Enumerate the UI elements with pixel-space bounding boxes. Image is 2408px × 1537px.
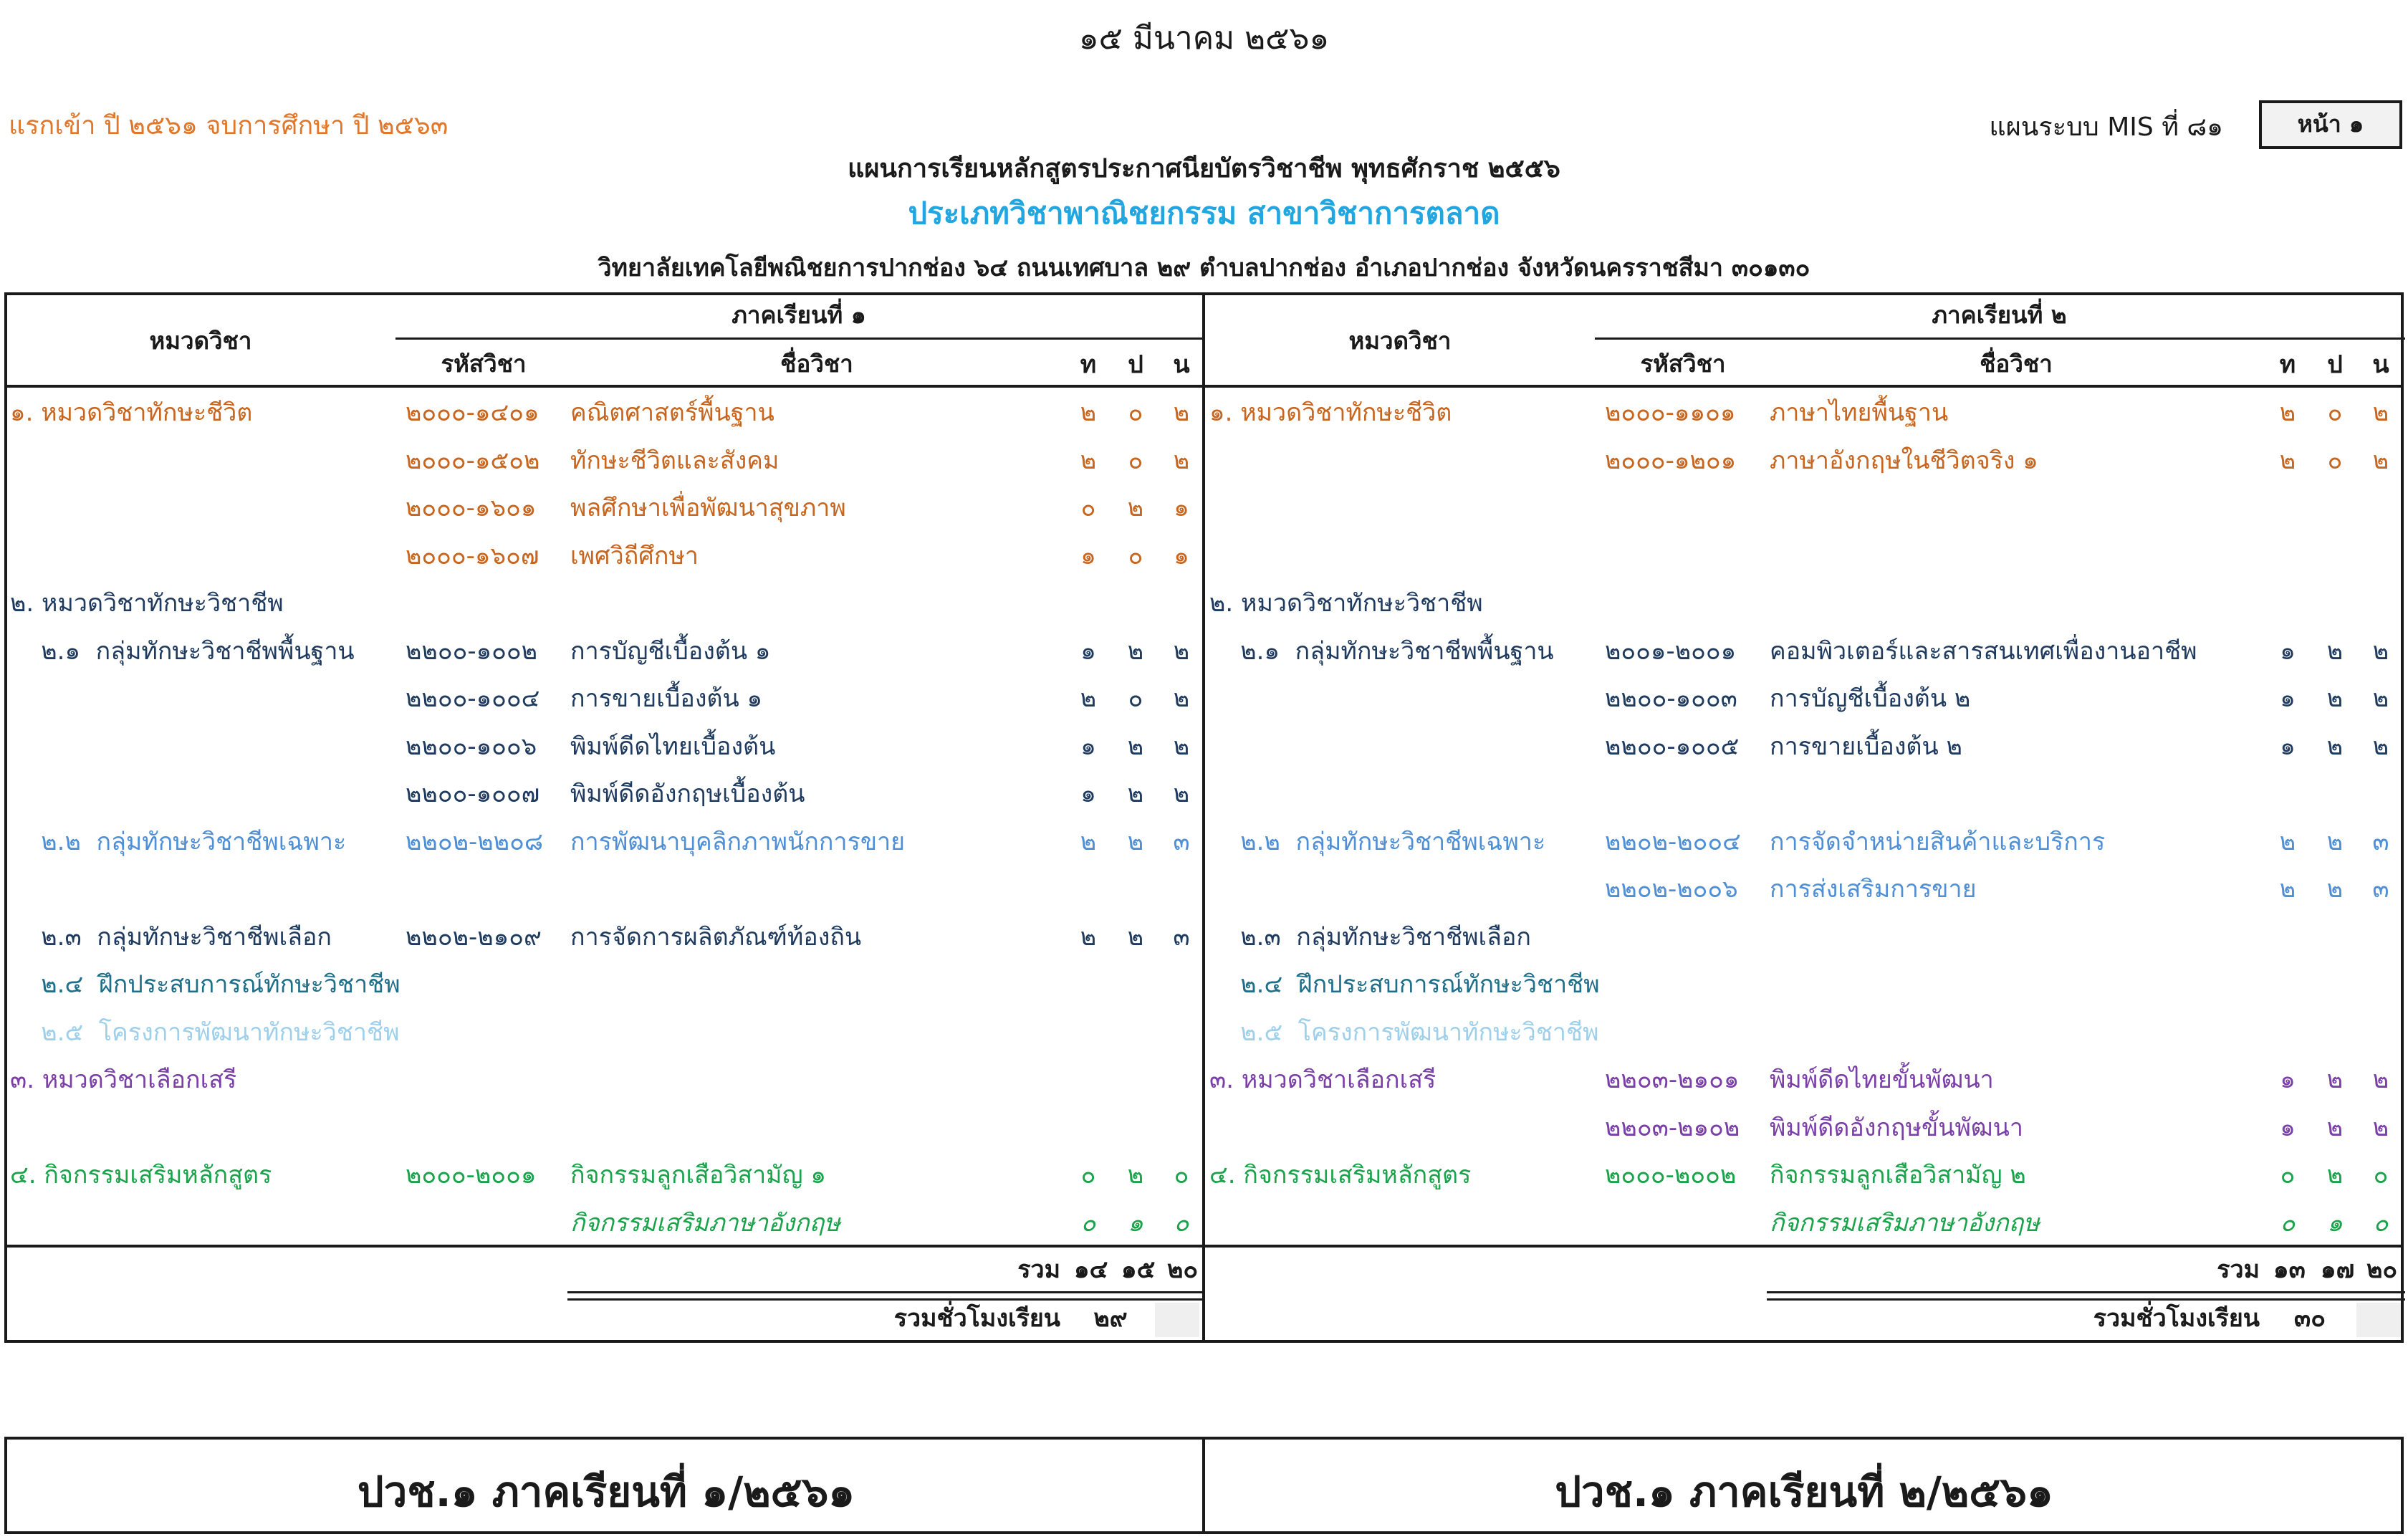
term1-practice-hours: ๒ xyxy=(1127,494,1144,522)
term2-course-name: ภาษาอังกฤษในชีวิตจริง ๑ xyxy=(1770,446,2038,475)
term2-practice-hours: ๒ xyxy=(2326,732,2344,761)
term1-hours-value: ๒๙ xyxy=(1093,1304,1128,1333)
term1-credits: ๑ xyxy=(1174,542,1189,570)
term2-practice-hours: ๒ xyxy=(2326,1161,2344,1189)
term1-course-name: การบัญชีเบื้องต้น ๑ xyxy=(570,637,771,666)
term1-theory-hours: ๒ xyxy=(1080,398,1097,427)
program-subtitle: ประเภทวิชาพาณิชยกรรม สาขาวิชาการตลาด xyxy=(908,196,1500,231)
term1-total-theory: ๑๔ xyxy=(1074,1255,1108,1284)
term2-theory-header: ท xyxy=(2279,350,2296,379)
term2-code-header: รหัสวิชา xyxy=(1640,350,1726,378)
term2-course-code: ๒๐๐๑-๒๐๐๑ xyxy=(1605,637,1737,666)
term1-course-name: การจัดการผลิตภัณฑ์ท้องถิน xyxy=(570,923,862,952)
term2-credits: ๒ xyxy=(2372,732,2389,761)
term1-theory-hours: ๐ xyxy=(1080,1209,1096,1237)
term1-category: ๒. หมวดวิชาทักษะวิชาชีพ xyxy=(10,589,284,618)
term1-credits: ๐ xyxy=(1174,1161,1189,1189)
term2-credits: ๒ xyxy=(2372,446,2389,475)
term1-practice-hours: ๒ xyxy=(1127,732,1144,761)
term2-course-name: กิจกรรมลูกเสือวิสามัญ ๒ xyxy=(1770,1161,2026,1189)
term1-practice-header: ป xyxy=(1128,350,1143,379)
term1-practice-hours: ๒ xyxy=(1127,780,1144,808)
term1-credits: ๒ xyxy=(1173,637,1190,666)
term1-practice-hours: ๐ xyxy=(1128,398,1143,427)
term2-credits: ๒ xyxy=(2372,1114,2389,1142)
term1-theory-hours: ๒ xyxy=(1080,828,1097,856)
term2-theory-hours: ๑ xyxy=(2280,1114,2296,1142)
term2-theory-hours: ๑ xyxy=(2280,1066,2296,1094)
term1-total-label: รวม xyxy=(1017,1255,1060,1284)
term1-theory-hours: ๑ xyxy=(1080,732,1096,761)
term2-theory-hours: ๑ xyxy=(2280,637,2296,666)
term2-practice-hours: ๒ xyxy=(2326,637,2344,666)
intake-year: แรกเข้า ปี ๒๕๖๑ จบการศึกษา ปี ๒๕๖๓ xyxy=(9,111,448,140)
term2-course-code: ๒๒๐๒-๒๐๐๖ xyxy=(1605,875,1738,904)
term2-practice-hours: ๒ xyxy=(2326,875,2344,904)
term1-category: ๒.๓ กลุ่มทักษะวิชาชีพเลือก xyxy=(10,923,332,952)
term1-course-code: ๒๒๐๐-๑๐๐๒ xyxy=(406,637,538,666)
term1-course-name: เพศวิถีศึกษา xyxy=(570,542,699,570)
term2-course-code: ๒๒๐๓-๒๑๐๒ xyxy=(1605,1114,1740,1142)
term1-course-code: ๒๒๐๐-๑๐๐๗ xyxy=(406,780,540,808)
term2-theory-hours: ๑ xyxy=(2280,684,2296,713)
term2-course-code: ๒๐๐๐-๒๐๐๒ xyxy=(1605,1161,1737,1189)
term2-name-header: ชื่อวิชา xyxy=(1980,350,2053,378)
term1-theory-hours: ๐ xyxy=(1080,1161,1096,1189)
term1-course-code: ๒๒๐๒-๒๑๐๙ xyxy=(406,923,542,952)
term2-total-practice: ๑๗ xyxy=(2321,1255,2355,1284)
term1-header-rule xyxy=(395,337,1204,340)
college-address: วิทยาลัยเทคโลยีพณิชยการปากช่อง ๖๔ ถนนเทศบาล ๒๙ ตำบลปากช่อง อำเภอปากช่อง จังหวัดนครราชสีมา ๓๐๑๓๐ xyxy=(598,254,1810,282)
term1-code-header: รหัสวิชา xyxy=(441,350,527,378)
term2-credits: ๓ xyxy=(2372,875,2389,904)
term1-credit-header: น xyxy=(1173,350,1190,379)
term1-course-name: กิจกรรมลูกเสือวิสามัญ ๑ xyxy=(570,1161,826,1189)
term1-category-header: หมวดวิชา xyxy=(149,327,252,355)
term1-course-name: พิมพ์ดีดไทยเบื้องต้น xyxy=(570,732,776,761)
plan-title: แผนการเรียนหลักสูตรประกาศนียบัตรวิชาชีพ พุทธศักราช ๒๕๕๖ xyxy=(848,154,1560,183)
term1-practice-hours: ๐ xyxy=(1128,446,1143,475)
term2-total-theory: ๑๓ xyxy=(2273,1255,2306,1284)
term2-course-code: ๒๐๐๐-๑๑๐๑ xyxy=(1605,398,1736,427)
term2-course-code: ๒๒๐๒-๒๐๐๔ xyxy=(1605,828,1741,856)
term1-course-name: ทักษะชีวิตและสังคม xyxy=(570,446,780,475)
term1-course-code: ๒๐๐๐-๑๔๐๑ xyxy=(406,398,539,427)
term2-course-name: พิมพ์ดีดไทยขั้นพัฒนา xyxy=(1770,1066,1994,1094)
term2-credits: ๐ xyxy=(2373,1161,2389,1189)
term1-course-name: การพัฒนาบุคลิกภาพนักการขาย xyxy=(570,828,906,856)
term2-course-name: ภาษาไทยพื้นฐาน xyxy=(1770,398,1949,427)
term2-credits: ๐ xyxy=(2373,1209,2389,1237)
term1-category: ๒.๕ โครงการพัฒนาทักษะวิชาชีพ xyxy=(10,1018,400,1047)
term1-practice-hours: ๒ xyxy=(1127,923,1144,952)
term1-category: ๑. หมวดวิชาทักษะชีวิต xyxy=(10,398,253,427)
term1-course-code: ๒๐๐๐-๒๐๐๑ xyxy=(406,1161,537,1189)
term1-course-name: คณิตศาสตร์พื้นฐาน xyxy=(570,398,774,427)
term1-header: ภาคเรียนที่ ๑ xyxy=(731,301,866,329)
term2-practice-header: ป xyxy=(2327,350,2343,379)
term1-hours-cell xyxy=(1155,1303,1199,1337)
term2-credits: ๓ xyxy=(2372,828,2389,856)
term2-header: ภาคเรียนที่ ๒ xyxy=(1932,301,2067,329)
term1-theory-hours: ๑ xyxy=(1080,780,1096,808)
term2-category: ๒.๓ กลุ่มทักษะวิชาชีพเลือก xyxy=(1209,923,1532,952)
term1-category: ๓. หมวดวิชาเลือกเสรี xyxy=(10,1066,237,1094)
term1-category: ๒.๔ ฝึกประสบการณ์ทักษะวิชาชีพ xyxy=(10,970,400,999)
term1-course-code: ๒๒๐๐-๑๐๐๖ xyxy=(406,732,537,761)
term1-total-credits: ๒๐ xyxy=(1167,1255,1199,1284)
term1-credits: ๒ xyxy=(1173,398,1190,427)
term1-practice-hours: ๒ xyxy=(1127,828,1144,856)
term1-theory-hours: ๒ xyxy=(1080,684,1097,713)
term1-theory-hours: ๑ xyxy=(1080,637,1096,666)
term2-practice-hours: ๒ xyxy=(2326,1066,2344,1094)
term1-total-practice: ๑๕ xyxy=(1121,1255,1156,1284)
term1-name-header: ชื่อวิชา xyxy=(780,350,853,378)
term2-credit-header: น xyxy=(2372,350,2389,379)
mis-plan-number: แผนระบบ MIS ที่ ๘๑ xyxy=(1989,112,2223,142)
term2-hours-rule-top xyxy=(1767,1291,2405,1293)
term1-course-code: ๒๐๐๐-๑๖๐๑ xyxy=(406,494,537,522)
term2-hours-cell xyxy=(2356,1303,2401,1337)
term1-course-code: ๒๒๐๐-๑๐๐๔ xyxy=(406,684,540,713)
term-divider xyxy=(1202,292,1205,1343)
semester1-banner: ปวช.๑ ภาคเรียนที่ ๑/๒๕๖๑ xyxy=(357,1467,855,1516)
term1-course-name: กิจกรรมเสริมภาษาอังกฤษ xyxy=(570,1209,840,1237)
term2-theory-hours: ๒ xyxy=(2279,828,2296,856)
term2-category: ๒.๔ ฝึกประสบการณ์ทักษะวิชาชีพ xyxy=(1209,970,1600,999)
term2-theory-hours: ๐ xyxy=(2280,1209,2296,1237)
totals-top-rule xyxy=(4,1245,2404,1248)
term1-practice-hours: ๐ xyxy=(1128,542,1143,570)
term2-category: ๒.๑ กลุ่มทักษะวิชาชีพพื้นฐาน xyxy=(1209,637,1554,666)
term2-header-rule xyxy=(1595,337,2405,340)
term2-category: ๔. กิจกรรมเสริมหลักสูตร xyxy=(1209,1161,1472,1189)
term2-category: ๓. หมวดวิชาเลือกเสรี xyxy=(1209,1066,1436,1094)
term2-total-label: รวม xyxy=(2217,1255,2260,1284)
semester2-banner: ปวช.๑ ภาคเรียนที่ ๒/๒๕๖๑ xyxy=(1555,1467,2053,1516)
term2-credits: ๒ xyxy=(2372,398,2389,427)
term2-category: ๒.๒ กลุ่มทักษะวิชาชีพเฉพาะ xyxy=(1209,828,1546,856)
term2-course-code: ๒๒๐๓-๒๑๐๑ xyxy=(1605,1066,1740,1094)
term2-practice-hours: ๒ xyxy=(2326,684,2344,713)
term1-course-name: การขายเบื้องต้น ๑ xyxy=(570,684,763,713)
term1-theory-header: ท xyxy=(1080,350,1097,379)
term2-theory-hours: ๒ xyxy=(2279,446,2296,475)
term1-practice-hours: ๒ xyxy=(1127,637,1144,666)
term1-course-name: พลศึกษาเพื่อพัฒนาสุขภาพ xyxy=(570,494,846,522)
term1-credits: ๑ xyxy=(1174,494,1189,522)
term1-category: ๔. กิจกรรมเสริมหลักสูตร xyxy=(10,1161,272,1189)
term2-credits: ๒ xyxy=(2372,637,2389,666)
document-date: ๑๕ มีนาคม ๒๕๖๑ xyxy=(1078,20,1330,57)
term1-course-code: ๒๐๐๐-๑๖๐๗ xyxy=(406,542,539,570)
term2-course-name: การจัดจำหน่ายสินค้าและบริการ xyxy=(1770,828,2106,856)
page-number-box: หน้า ๑ xyxy=(2259,100,2402,149)
term1-category: ๒.๑ กลุ่มทักษะวิชาชีพพื้นฐาน xyxy=(10,637,355,666)
term2-theory-hours: ๐ xyxy=(2280,1161,2296,1189)
term1-credits: ๒ xyxy=(1173,446,1190,475)
term2-practice-hours: ๐ xyxy=(2327,446,2343,475)
term2-course-name: การขายเบื้องต้น ๒ xyxy=(1770,732,1962,761)
term1-course-code: ๒๐๐๐-๑๕๐๒ xyxy=(406,446,540,475)
term1-theory-hours: ๑ xyxy=(1080,542,1096,570)
term2-hours-value: ๓๐ xyxy=(2294,1304,2326,1333)
term1-credits: ๐ xyxy=(1174,1209,1189,1237)
term2-practice-hours: ๑ xyxy=(2327,1209,2343,1237)
term1-theory-hours: ๒ xyxy=(1080,923,1097,952)
term2-course-name: การบัญชีเบื้องต้น ๒ xyxy=(1770,684,1971,713)
term2-credits: ๒ xyxy=(2372,1066,2389,1094)
term1-credits: ๒ xyxy=(1173,684,1190,713)
term1-hours-label: รวมชั่วโมงเรียน xyxy=(893,1304,1060,1333)
term1-credits: ๒ xyxy=(1173,732,1190,761)
term2-credits: ๒ xyxy=(2372,684,2389,713)
term2-course-name: กิจกรรมเสริมภาษาอังกฤษ xyxy=(1770,1209,2040,1237)
term2-category: ๒. หมวดวิชาทักษะวิชาชีพ xyxy=(1209,589,1483,618)
term1-credits: ๓ xyxy=(1173,828,1190,856)
term2-practice-hours: ๐ xyxy=(2327,398,2343,427)
term2-course-name: พิมพ์ดีดอังกฤษขั้นพัฒนา xyxy=(1770,1114,2023,1142)
term1-credits: ๒ xyxy=(1173,780,1190,808)
term2-practice-hours: ๒ xyxy=(2326,828,2344,856)
term1-course-name: พิมพ์ดีดอังกฤษเบื้องต้น xyxy=(570,780,805,808)
term1-practice-hours: ๒ xyxy=(1127,1161,1144,1189)
term2-category: ๑. หมวดวิชาทักษะชีวิต xyxy=(1209,398,1452,427)
term2-practice-hours: ๒ xyxy=(2326,1114,2344,1142)
header-bottom-rule xyxy=(4,385,2404,388)
term1-category: ๒.๒ กลุ่มทักษะวิชาชีพเฉพาะ xyxy=(10,828,347,856)
term2-theory-hours: ๒ xyxy=(2279,398,2296,427)
term1-theory-hours: ๒ xyxy=(1080,446,1097,475)
term1-practice-hours: ๐ xyxy=(1128,684,1143,713)
term2-category-header: หมวดวิชา xyxy=(1348,327,1452,355)
term1-hours-rule-top xyxy=(567,1291,1204,1293)
term2-theory-hours: ๑ xyxy=(2280,732,2296,761)
term1-practice-hours: ๑ xyxy=(1128,1209,1143,1237)
term2-hours-label: รวมชั่วโมงเรียน xyxy=(2093,1304,2260,1333)
term2-course-code: ๒๐๐๐-๑๒๐๑ xyxy=(1605,446,1737,475)
term1-credits: ๓ xyxy=(1173,923,1190,952)
term2-category: ๒.๕ โครงการพัฒนาทักษะวิชาชีพ xyxy=(1209,1018,1599,1047)
term2-course-name: คอมพิวเตอร์และสารสนเทศเพื่องานอาชีพ xyxy=(1770,637,2197,666)
term2-total-credits: ๒๐ xyxy=(2366,1255,2398,1284)
term2-course-code: ๒๒๐๐-๑๐๐๕ xyxy=(1605,732,1740,761)
term1-course-code: ๒๒๐๒-๒๒๐๘ xyxy=(406,828,544,856)
term2-theory-hours: ๒ xyxy=(2279,875,2296,904)
term1-theory-hours: ๐ xyxy=(1080,494,1096,522)
term2-course-name: การส่งเสริมการขาย xyxy=(1770,875,1977,904)
term2-course-code: ๒๒๐๐-๑๐๐๓ xyxy=(1605,684,1737,713)
